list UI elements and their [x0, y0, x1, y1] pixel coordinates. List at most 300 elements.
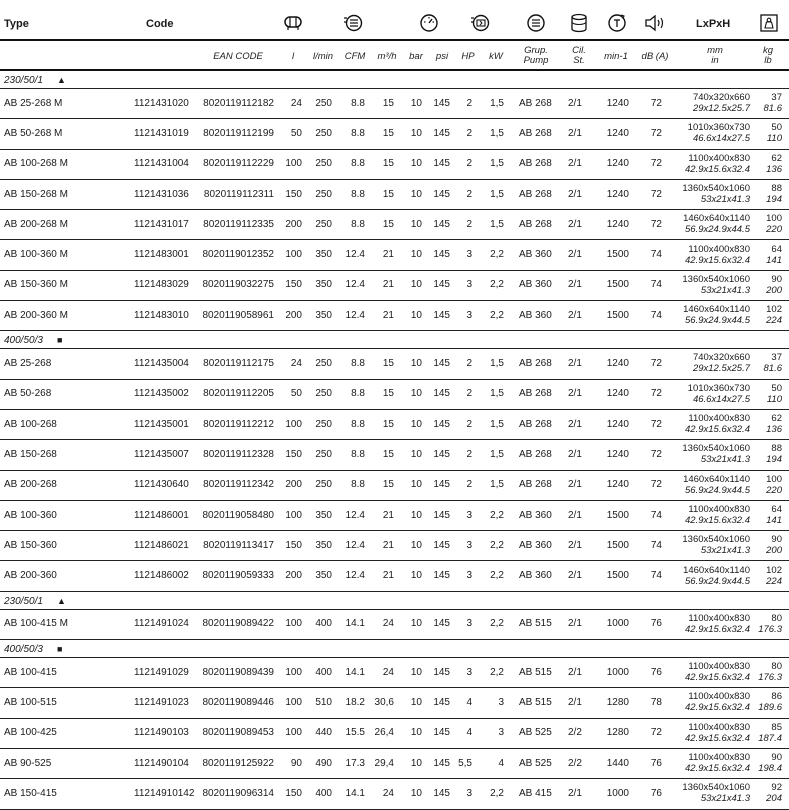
row-dimensions: [664, 565, 750, 587]
row-kw: 2,2: [490, 509, 504, 521]
row-weight: [752, 213, 782, 235]
row-db: 74: [650, 309, 662, 321]
row-dim-mm: 740x320x660: [692, 92, 750, 103]
row-rpm: 1240: [606, 218, 629, 230]
row-ean: 8020119112229: [203, 158, 274, 170]
row-weight-kg: 85: [771, 721, 782, 733]
row-cylinders: 2/1: [568, 249, 582, 261]
row-weight-lb: 200: [766, 284, 782, 296]
row-rpm: 1000: [606, 618, 629, 630]
row-psi: 145: [433, 509, 450, 521]
row-pump-group: AB 268: [519, 448, 552, 460]
row-m3h: 26,4: [374, 727, 394, 739]
row-weight-kg: 37: [771, 352, 782, 364]
row-pump-group: AB 515: [519, 666, 552, 678]
row-dimensions: [664, 613, 750, 635]
row-lmin: 250: [315, 97, 332, 109]
row-type: AB 150-268: [4, 448, 57, 460]
row-psi: 145: [433, 666, 450, 678]
row-rpm: 1240: [606, 418, 629, 430]
row-cfm: 14.1: [345, 618, 365, 630]
table-row: [0, 719, 789, 749]
single-phase-triangle-icon: ▲: [57, 595, 66, 606]
row-weight-kg: 62: [771, 152, 782, 164]
row-ean: 8020119058961: [202, 309, 274, 321]
row-pump-group: AB 525: [519, 727, 552, 739]
weight-icon: [758, 12, 780, 34]
row-ean: 8020119059333: [202, 570, 274, 582]
row-cfm: 14.1: [345, 787, 365, 799]
row-rpm: 1000: [606, 666, 629, 678]
row-type: AB 150-268 M: [4, 188, 68, 200]
row-m3h: 21: [382, 309, 394, 321]
row-cfm: 14.1: [345, 666, 365, 678]
row-bar: 10: [410, 757, 422, 769]
row-weight-lb: 224: [766, 575, 782, 587]
row-m3h: 15: [382, 97, 394, 109]
row-kw: 1,5: [490, 448, 504, 460]
row-liters: 150: [285, 188, 302, 200]
row-psi: 145: [433, 448, 450, 460]
row-dim-in: 46.6x14x27.5: [692, 393, 750, 405]
row-db: 72: [650, 97, 662, 109]
row-dimensions: [664, 304, 750, 326]
row-weight-kg: 102: [766, 564, 782, 576]
row-cfm: 15.5: [345, 727, 365, 739]
row-psi: 145: [433, 97, 450, 109]
row-bar: 10: [410, 666, 422, 678]
row-cylinders: 2/1: [568, 787, 582, 799]
row-hp: 2: [466, 127, 472, 139]
row-weight-kg: 90: [771, 752, 782, 763]
row-dim-in: 53x21x41.3: [700, 193, 750, 205]
row-cylinders: 2/1: [568, 539, 582, 551]
row-cfm: 8.8: [351, 188, 365, 200]
row-hp: 3: [466, 249, 472, 261]
table-row: [0, 119, 789, 149]
row-pump-group: AB 268: [519, 358, 552, 370]
row-code: 1121483010: [134, 309, 189, 321]
row-code: 1121435007: [134, 448, 189, 460]
row-cylinders: 2/1: [568, 479, 582, 491]
row-bar: 10: [410, 697, 422, 709]
row-type: AB 25-268: [4, 358, 52, 370]
row-type: AB 25-268 M: [4, 97, 63, 109]
row-rpm: 1440: [606, 757, 629, 769]
row-weight-kg: 37: [771, 92, 782, 103]
row-dim-in: 42.9x15.6x32.4: [685, 763, 750, 774]
row-type: AB 50-268 M: [4, 127, 63, 139]
row-weight-kg: 100: [766, 213, 782, 225]
row-dim-in: 42.9x15.6x32.4: [685, 163, 750, 175]
row-db: 72: [650, 188, 662, 200]
row-kw: 1,5: [490, 188, 504, 200]
unit-bar: bar: [409, 51, 423, 62]
row-type: AB 150-415: [4, 787, 57, 799]
row-dim-in: 42.9x15.6x32.4: [685, 514, 750, 526]
row-dimensions: [664, 274, 750, 296]
section-row: [0, 71, 789, 89]
row-ean: 8020119089446: [202, 697, 274, 709]
row-weight-lb: 200: [766, 545, 782, 557]
row-m3h: 21: [382, 249, 394, 261]
row-weight: [752, 383, 782, 405]
row-weight: [752, 122, 782, 144]
row-lmin: 350: [315, 570, 332, 582]
row-hp: 2: [466, 158, 472, 170]
unit-weight: [756, 46, 780, 66]
row-hp: 2: [466, 218, 472, 230]
motor-power-icon: [470, 12, 492, 34]
row-code: 1121491024: [134, 618, 189, 630]
row-weight: [752, 352, 782, 374]
row-m3h: 15: [382, 479, 394, 491]
row-hp: 3: [466, 309, 472, 321]
row-dim-in: 56.9x24.9x44.5: [685, 484, 750, 496]
row-bar: 10: [410, 388, 422, 400]
unit-mm: mm: [707, 45, 723, 56]
row-code: 1121486021: [134, 539, 189, 551]
row-bar: 10: [410, 279, 422, 291]
table-header: [0, 0, 789, 41]
row-dim-mm: 1100x400x830: [688, 612, 750, 624]
row-hp: 2: [466, 479, 472, 491]
section-voltage-label: 230/50/1: [4, 595, 43, 607]
row-bar: 10: [410, 618, 422, 630]
row-dim-mm: 1100x400x830: [688, 752, 750, 763]
row-bar: 10: [410, 509, 422, 521]
row-pump-group: AB 268: [519, 479, 552, 491]
unit-ean: EAN CODE: [213, 51, 263, 62]
row-pump-group: AB 268: [519, 97, 552, 109]
row-dimensions: [664, 474, 750, 496]
table-row: [0, 688, 789, 718]
row-m3h: 24: [382, 787, 394, 799]
row-rpm: 1280: [606, 697, 629, 709]
row-cylinders: 2/1: [568, 158, 582, 170]
table-row: [0, 471, 789, 501]
unit-rpm: min-1: [604, 51, 628, 62]
row-weight: [752, 153, 782, 175]
row-dim-mm: 1100x400x830: [688, 503, 750, 515]
row-liters: 24: [290, 97, 302, 109]
row-dim-mm: 1360x540x1060: [682, 273, 750, 285]
row-ean: 8020119112335: [203, 218, 274, 230]
three-phase-square-icon: ■: [57, 335, 63, 346]
row-cfm: 12.4: [345, 279, 365, 291]
row-lmin: 250: [315, 448, 332, 460]
row-hp: 3: [466, 618, 472, 630]
row-db: 72: [650, 479, 662, 491]
row-weight: [752, 752, 782, 774]
row-pump-group: AB 360: [519, 509, 552, 521]
row-code: 1121431020: [134, 97, 189, 109]
row-db: 74: [650, 570, 662, 582]
unit-grup: [515, 46, 557, 66]
row-kw: 1,5: [490, 97, 504, 109]
pressure-gauge-icon: [418, 12, 440, 34]
row-hp: 3: [466, 279, 472, 291]
row-ean: 8020119113417: [203, 539, 274, 551]
row-type: AB 100-415: [4, 666, 57, 678]
row-code: 1121431019: [134, 127, 189, 139]
row-m3h: 21: [382, 539, 394, 551]
row-dim-in: 56.9x24.9x44.5: [685, 315, 750, 327]
row-hp: 2: [466, 418, 472, 430]
row-hp: 3: [466, 666, 472, 678]
row-kw: 1,5: [490, 418, 504, 430]
row-dim-in: 29x12.5x25.7: [692, 363, 750, 375]
row-weight: [752, 183, 782, 205]
row-type: AB 150-360 M: [4, 279, 68, 291]
row-type: AB 100-425: [4, 727, 57, 739]
row-rpm: 1000: [606, 787, 629, 799]
unit-m3h: m³/h: [377, 51, 397, 62]
row-pump-group: AB 515: [519, 697, 552, 709]
row-m3h: 21: [382, 279, 394, 291]
row-hp: 2: [466, 358, 472, 370]
row-cylinders: 2/1: [568, 358, 582, 370]
row-kw: 2,2: [490, 787, 504, 799]
row-weight-lb: 198.4: [758, 763, 782, 774]
row-weight-lb: 204: [766, 793, 782, 805]
cylinder-icon: [568, 12, 590, 34]
row-m3h: 15: [382, 158, 394, 170]
row-type: AB 100-360: [4, 509, 57, 521]
row-type: AB 100-515: [4, 697, 57, 709]
row-cfm: 17.3: [345, 757, 365, 769]
row-hp: 2: [466, 448, 472, 460]
row-lmin: 250: [315, 358, 332, 370]
row-bar: 10: [410, 358, 422, 370]
table-row: [0, 658, 789, 688]
row-kw: 1,5: [490, 158, 504, 170]
row-liters: 100: [285, 418, 302, 430]
row-lmin: 250: [315, 127, 332, 139]
row-weight-lb: 176.3: [758, 623, 782, 635]
row-db: 76: [650, 618, 662, 630]
row-dim-in: 42.9x15.6x32.4: [685, 623, 750, 635]
row-cfm: 8.8: [351, 358, 365, 370]
row-rpm: 1240: [606, 479, 629, 491]
row-liters: 100: [285, 158, 302, 170]
table-row: [0, 241, 789, 271]
row-ean: 8020119112182: [203, 97, 274, 109]
row-kw: 3: [498, 727, 504, 739]
row-hp: 2: [466, 188, 472, 200]
unit-lb: lb: [764, 55, 772, 66]
section-voltage-label: 400/50/3: [4, 644, 43, 656]
row-dim-in: 29x12.5x25.7: [692, 103, 750, 114]
row-dim-mm: 1460x640x1140: [683, 213, 750, 225]
row-db: 72: [650, 218, 662, 230]
unit-hp: HP: [461, 51, 475, 62]
row-db: 72: [650, 158, 662, 170]
row-dim-mm: 1100x400x830: [688, 243, 750, 255]
row-weight: [752, 722, 782, 744]
tank-icon: [282, 12, 304, 34]
row-pump-group: AB 268: [519, 188, 552, 200]
row-bar: 10: [410, 188, 422, 200]
row-lmin: 250: [315, 158, 332, 170]
section-row: [0, 640, 789, 658]
row-dim-mm: 1010x360x730: [687, 382, 750, 394]
row-dimensions: [664, 122, 750, 144]
row-pump-group: AB 360: [519, 570, 552, 582]
row-code: 1121486001: [134, 509, 189, 521]
row-ean: 8020119112212: [203, 418, 274, 430]
row-kw: 1,5: [490, 358, 504, 370]
row-hp: 4: [466, 697, 472, 709]
unit-lmin: l/min: [312, 51, 334, 62]
row-db: 72: [650, 448, 662, 460]
unit-cil-line1: Cil.: [572, 45, 586, 56]
section-row: [0, 592, 789, 610]
row-dim-mm: 740x320x660: [692, 352, 750, 364]
row-rpm: 1240: [606, 388, 629, 400]
row-dim-in: 42.9x15.6x32.4: [685, 672, 750, 684]
row-cylinders: 2/1: [568, 127, 582, 139]
row-type: AB 200-360 M: [4, 309, 68, 321]
section-row: [0, 331, 789, 349]
row-type: AB 200-268 M: [4, 218, 68, 230]
row-weight-lb: 187.4: [758, 732, 782, 744]
table-row: [0, 89, 789, 119]
row-weight-kg: 62: [771, 413, 782, 424]
row-kw: 1,5: [490, 479, 504, 491]
row-weight: [752, 474, 782, 496]
section-voltage-label: 400/50/3: [4, 335, 43, 347]
header-code: Code: [146, 18, 174, 30]
row-bar: 10: [410, 479, 422, 491]
row-weight-kg: 50: [771, 382, 782, 394]
row-cylinders: 2/1: [568, 448, 582, 460]
row-hp: 2: [466, 97, 472, 109]
row-hp: 2: [466, 388, 472, 400]
row-dimensions: [664, 244, 750, 266]
row-weight-kg: 80: [771, 612, 782, 624]
row-rpm: 1500: [606, 539, 629, 551]
row-liters: 150: [285, 787, 302, 799]
row-cylinders: 2/1: [568, 218, 582, 230]
row-m3h: 15: [382, 218, 394, 230]
row-weight-lb: 136: [766, 163, 782, 175]
row-weight: [752, 534, 782, 556]
row-type: AB 150-360: [4, 539, 57, 551]
unit-grup-line2: Pump: [523, 55, 549, 66]
row-liters: 100: [285, 697, 302, 709]
row-liters: 200: [285, 570, 302, 582]
row-dim-mm: 1460x640x1140: [683, 304, 750, 316]
row-lmin: 490: [315, 757, 332, 769]
row-psi: 145: [433, 388, 450, 400]
row-psi: 145: [433, 757, 450, 769]
table-row: [0, 562, 789, 592]
row-type: AB 100-360 M: [4, 249, 68, 261]
row-hp: 3: [466, 570, 472, 582]
row-code: 1121435004: [134, 358, 189, 370]
row-ean: 8020119112342: [203, 479, 274, 491]
row-hp: 3: [466, 539, 472, 551]
row-weight-lb: 81.6: [763, 363, 782, 375]
row-code: 1121430640: [134, 479, 189, 491]
row-cfm: 18.2: [345, 697, 365, 709]
section-voltage-label: 230/50/1: [4, 75, 43, 86]
row-weight: [752, 304, 782, 326]
row-kw: 2,2: [490, 570, 504, 582]
row-kw: 1,5: [490, 218, 504, 230]
row-cfm: 8.8: [351, 448, 365, 460]
row-ean: 8020119112328: [203, 448, 274, 460]
row-dim-mm: 1360x540x1060: [682, 182, 750, 194]
row-liters: 200: [285, 218, 302, 230]
row-kw: 2,2: [490, 249, 504, 261]
row-weight-kg: 64: [771, 243, 782, 255]
table-row: [0, 531, 789, 561]
row-bar: 10: [410, 539, 422, 551]
table-row: [0, 410, 789, 440]
row-m3h: 15: [382, 127, 394, 139]
row-pump-group: AB 360: [519, 249, 552, 261]
row-cfm: 8.8: [351, 158, 365, 170]
row-kw: 4: [498, 757, 504, 769]
single-phase-triangle-icon: ▲: [57, 75, 66, 85]
row-code: 1121431004: [134, 158, 189, 170]
row-ean: 8020119089439: [202, 666, 274, 678]
row-dimensions: [664, 92, 750, 114]
row-type: AB 50-268: [4, 388, 52, 400]
air-flow-icon: [342, 12, 364, 34]
row-hp: 3: [466, 509, 472, 521]
row-pump-group: AB 360: [519, 279, 552, 291]
row-lmin: 400: [315, 618, 332, 630]
row-liters: 150: [285, 448, 302, 460]
row-psi: 145: [433, 127, 450, 139]
row-hp: 4: [466, 727, 472, 739]
row-lmin: 250: [315, 388, 332, 400]
row-kw: 2,2: [490, 279, 504, 291]
row-dimensions: [664, 752, 750, 774]
row-cylinders: 2/1: [568, 388, 582, 400]
row-dim-in: 53x21x41.3: [700, 454, 750, 466]
row-db: 74: [650, 539, 662, 551]
row-weight-kg: 100: [766, 473, 782, 485]
row-ean: 8020119112311: [203, 188, 274, 200]
row-code: 1121483029: [134, 279, 189, 291]
row-cfm: 12.4: [345, 570, 365, 582]
row-cylinders: 2/1: [568, 666, 582, 678]
row-pump-group: AB 268: [519, 218, 552, 230]
row-m3h: 15: [382, 418, 394, 430]
row-db: 72: [650, 418, 662, 430]
row-dimensions: [664, 534, 750, 556]
row-liters: 100: [285, 618, 302, 630]
row-ean: 8020119032275: [202, 279, 274, 291]
row-pump-group: AB 525: [519, 757, 552, 769]
row-psi: 145: [433, 570, 450, 582]
row-psi: 145: [433, 479, 450, 491]
row-db: 76: [650, 666, 662, 678]
row-dim-mm: 1460x640x1140: [683, 473, 750, 485]
row-db: 74: [650, 509, 662, 521]
row-psi: 145: [433, 218, 450, 230]
three-phase-square-icon: ■: [57, 644, 63, 655]
row-psi: 145: [433, 188, 450, 200]
table-row: [0, 180, 789, 210]
row-weight: [752, 661, 782, 683]
row-bar: 10: [410, 158, 422, 170]
row-m3h: 21: [382, 509, 394, 521]
